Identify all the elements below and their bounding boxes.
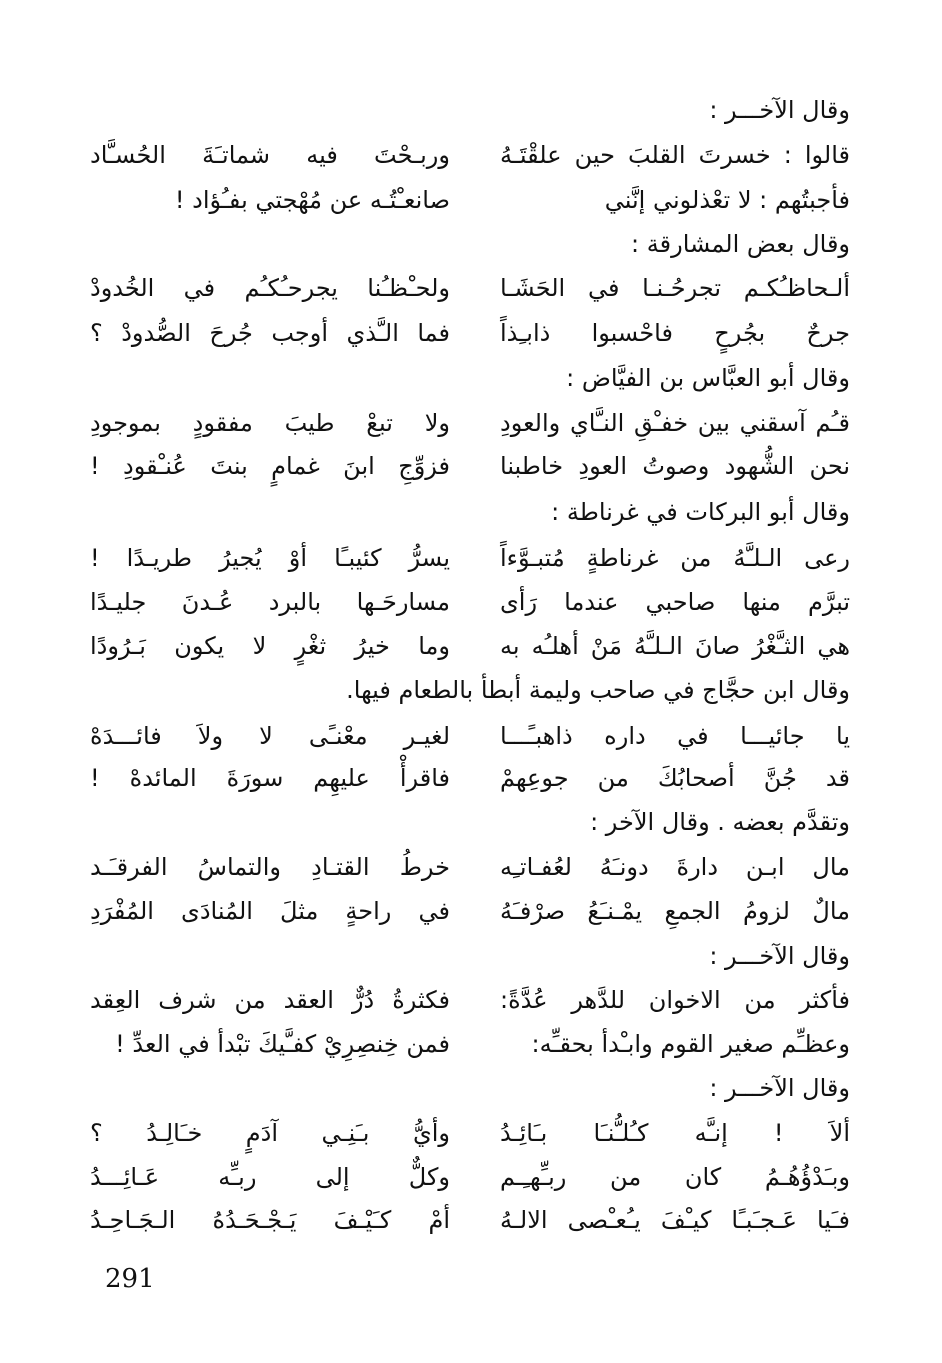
first-hemistich: فـَيا عَـجـَبـًا كيـْفَ يـُعـْصى الالـهُ — [500, 1206, 850, 1234]
verse-line — [82, 266, 850, 310]
verse-line — [82, 1022, 850, 1066]
second-hemistich: لغيـر معْنـًى لا ولاَ فائـــدَهْ — [90, 722, 450, 750]
verse-line — [82, 978, 850, 1022]
verse-line — [82, 133, 850, 177]
first-hemistich: وعظـِّم صغير القوم وابـْدأ بحقـِّه: — [531, 1030, 850, 1058]
first-hemistich: نحن الشُّهود وصوتُ العودِ خاطبنا — [500, 452, 850, 480]
second-hemistich: فكثرةُ دُرٌّ العقد من شرف العِقد — [90, 986, 450, 1014]
first-hemistich: رعى الـلـَّهُ من غرناطةٍ مُتبـوَّءاً — [500, 544, 850, 572]
second-hemistich: مسارحَـها بالبرد عُـدنَ جليـدًا — [90, 588, 450, 616]
verse-line — [82, 580, 850, 624]
first-hemistich: قـُم آسقني بين خفـْقِ النـَّاي والعودِ — [500, 409, 850, 437]
verse-line — [82, 624, 850, 668]
intro-text: وقال الآخـــر : — [709, 942, 850, 970]
intro-text: وقال الآخـــر : — [709, 96, 850, 124]
verse-line — [82, 536, 850, 580]
second-hemistich: فمن خِنصِرِيْ كفـَّيكَ تبْدأ في العدِّ ! — [115, 1030, 450, 1058]
first-hemistich: مالٌ لزومُ الجمعِ يمْـنـَعُ صرْفـَهُ — [500, 897, 850, 925]
second-hemistich: وكلٌّ إلى ربـِّه عَـائِـــدُ — [90, 1163, 450, 1191]
second-hemistich: أمْ كـَيْـفَ يَـجْـحَـدُهُ الـجَـاحِـدُ — [90, 1206, 450, 1234]
verse-line — [82, 444, 850, 488]
verse-line — [82, 889, 850, 933]
verse-line — [82, 178, 850, 222]
first-hemistich: هي الثـَّغْرُ صانَ الـلـَّهُ مَنْ أهلـُه به — [500, 632, 850, 660]
intro-line — [82, 800, 850, 844]
second-hemistich: صانعـْتُـه عن مُهْجتي بفـُؤاد ! — [174, 186, 450, 214]
second-hemistich: ولا تبعْ طيبَ مفقودٍ بموجودِ — [90, 409, 450, 437]
second-hemistich: وأيُّ بـَنِـي آدَمٍ خـَالِـدُ ؟ — [90, 1119, 450, 1147]
first-hemistich: وبـَدْؤُهُـمُ كان من ربـِّهـِـم — [500, 1163, 850, 1191]
first-hemistich: يا جائيـــا في داره ذاهبـًـــا — [500, 722, 850, 750]
intro-text: وقال أبو العبَّاس بن الفيَّاض : — [566, 364, 850, 392]
second-hemistich: فاقرأْ عليهِم سورَةَ المائدهْ ! — [90, 764, 450, 792]
first-hemistich: فأجبتُهم : لا تعْذلوني إنَّني — [604, 186, 850, 214]
second-hemistich: وما خيرُ ثغْرٍ لا يكون بَـرُودًا — [90, 632, 450, 660]
verse-line — [82, 311, 850, 355]
verse-line — [82, 714, 850, 758]
first-hemistich: ألاَ ! إنـَّه كـُلـُّنـَا بـَائِـدُ — [500, 1119, 850, 1147]
intro-text: وقال بعض المشارقة : — [631, 230, 850, 258]
verse-line — [82, 1111, 850, 1155]
intro-line — [82, 1066, 850, 1110]
intro-line — [82, 222, 850, 266]
verse-line — [82, 756, 850, 800]
intro-text: وقال الآخـــر : — [709, 1074, 850, 1102]
intro-line — [82, 490, 850, 534]
first-hemistich: مال ابـن دارةَ دونـَهُ لعُفـاتـِه — [500, 853, 850, 881]
second-hemistich: ولحـْظـُنا يجرحـُكـُم في الخُدودْ — [90, 274, 450, 302]
intro-text: وتقدَّم بعضه . وقال الآخر : — [590, 808, 850, 836]
second-hemistich: وربـحْتَ فيه شماتـَةَ الحُسـَّاد — [90, 141, 450, 169]
first-hemistich: قد جُنَّ أصحابُكَ من جوعِهمْ — [500, 764, 850, 792]
page-number: 291 — [105, 1264, 155, 1294]
second-hemistich: فزوِّجِ ابنَ غمامٍ بنتَ عُنـْقودِ ! — [90, 452, 450, 480]
verse-line — [82, 1198, 850, 1242]
first-hemistich: فأكثر من الاخوان للدَّهر عُدَّةً: — [500, 986, 850, 1014]
second-hemistich: خرطُ القتـادِ والتماسُ الفرقـَـد — [90, 853, 450, 881]
second-hemistich: في راحةٍ مثلَ المُنادَى المُفْرَدِ — [90, 897, 450, 925]
intro-text: وقال ابن حجَّاج في صاحب وليمة أبطأ بالطعام فيها. — [346, 676, 850, 704]
verse-line — [82, 1155, 850, 1199]
first-hemistich: قالوا : خسرتَ القلبَ حين علقْتَـهُ — [500, 141, 850, 169]
second-hemistich: فما الـَّذي أوجب جُرحَ الصُّدودْ ؟ — [90, 319, 450, 347]
second-hemistich: يسرُّ كئيبـًا أوْ يُجيرُ طريـدًا ! — [90, 544, 450, 572]
verse-line — [82, 845, 850, 889]
intro-line — [82, 356, 850, 400]
intro-line — [82, 668, 850, 712]
first-hemistich: تبرَّم منها صاحبي عندما رَأى — [500, 588, 850, 616]
verse-line — [82, 401, 850, 445]
first-hemistich: جرحٌ بجُرحٍ فاحْسبوا ذابـِذاً — [500, 319, 850, 347]
first-hemistich: ألـحاظـُكـم تجرحُـنـا في الحَشَـا — [500, 274, 850, 302]
intro-text: وقال أبو البركات في غرناطة : — [551, 498, 850, 526]
intro-line — [82, 88, 850, 132]
intro-line — [82, 934, 850, 978]
